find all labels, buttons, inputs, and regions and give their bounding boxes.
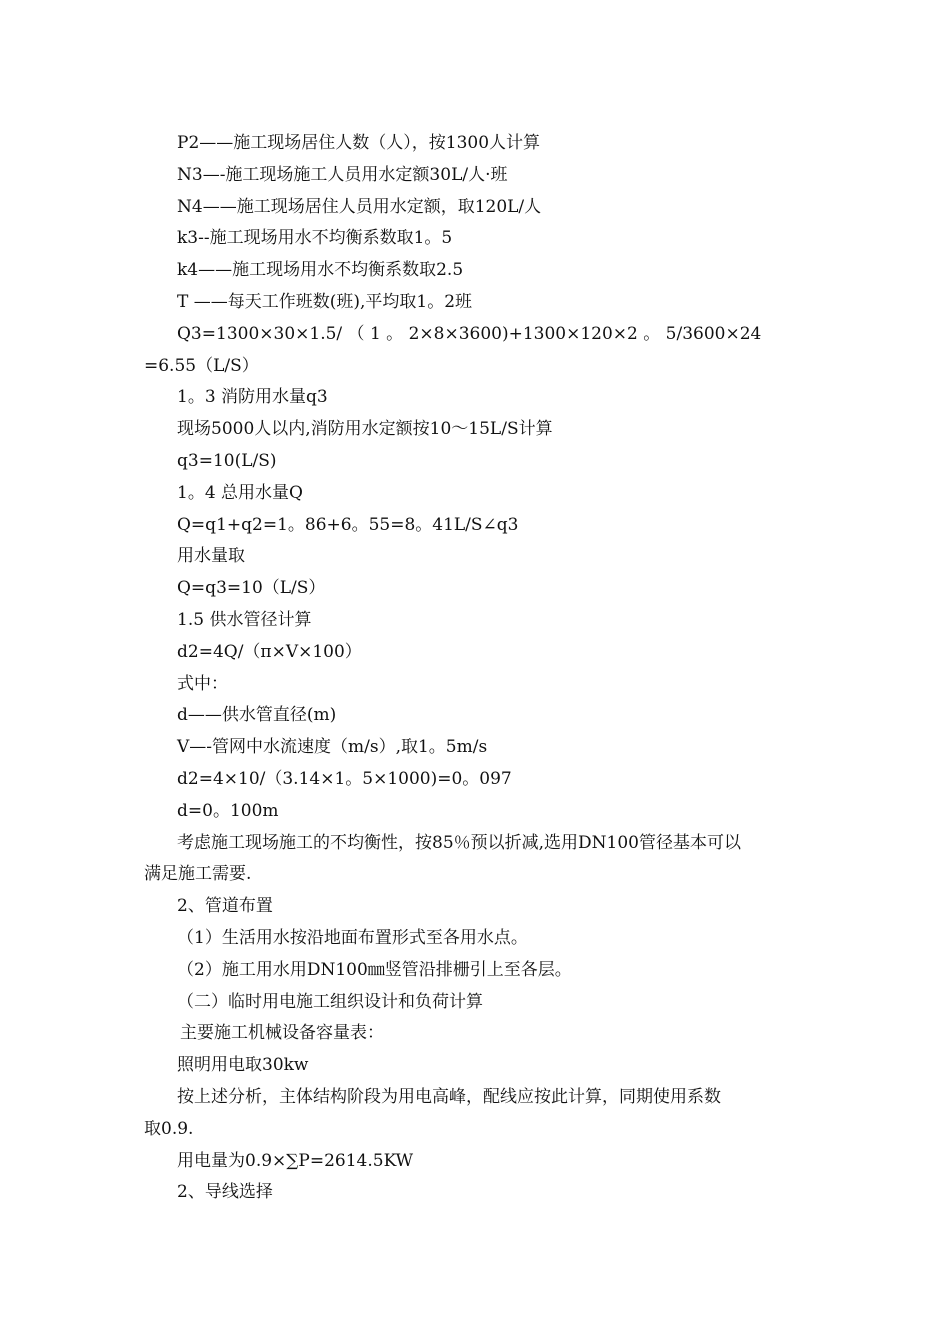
text-line: 现场5000人以内,消防用水定额按10～15L/S计算 [177, 419, 553, 440]
text-line: Q=q3=10（L/S） [177, 578, 326, 599]
text-line: k4——施工现场用水不均衡系数取2.5 [177, 260, 464, 281]
text-line: N3—-施工现场施工人员用水定额30L/人·班 [177, 164, 508, 185]
text-line: Q=q1+q2=1。86+6。55=8。41L/S∠q3 [177, 514, 519, 535]
text-line: （1）生活用水按沿地面布置形式至各用水点。 [177, 927, 528, 948]
text-line: 2、管道布置 [177, 896, 273, 917]
text-line: （2）施工用水用DN100㎜竖管沿排栅引上至各层。 [177, 959, 572, 980]
text-line: 照明用电取30kw [177, 1055, 309, 1076]
text-line: =6.55（L/S） [144, 355, 259, 376]
text-line: 2、导线选择 [177, 1182, 273, 1203]
text-line: 考虑施工现场施工的不均衡性，按85％预以折减,选用DN100管径基本可以 [177, 832, 741, 853]
text-line: 1.5 供水管径计算 [177, 609, 312, 630]
text-line: 满足施工需要. [144, 864, 252, 885]
text-line: （二）临时用电施工组织设计和负荷计算 [177, 991, 483, 1012]
text-line: 式中： [177, 673, 228, 694]
text-line: Q3=1300×30×1.5/ （ 1 。 2×8×3600)+1300×120×2 。 5/3600×24 [177, 323, 762, 344]
text-line: 按上述分析，主体结构阶段为用电高峰，配线应按此计算，同期使用系数 [177, 1086, 721, 1107]
document-body [144, 128, 808, 1209]
text-line: 取0.9. [144, 1118, 194, 1139]
text-line: 主要施工机械设备容量表： [180, 1023, 384, 1044]
text-line: d=0。100m [177, 800, 279, 821]
text-line: N4——施工现场居住人员用水定额，取120L/人 [177, 196, 542, 217]
text-line: 1。3 消防用水量q3 [177, 387, 328, 408]
text-line: 1。4 总用水量Q [177, 482, 303, 503]
text-line: 用水量取 [177, 546, 245, 567]
text-line: d——供水管直径(m) [177, 705, 337, 726]
text-line: V—-管网中水流速度（m/s）,取1。5m/s [177, 737, 488, 758]
text-line: q3=10(L/S) [177, 450, 277, 471]
text-line: k3--施工现场用水不均衡系数取1。5 [177, 228, 453, 249]
text-line: d2=4×10/（3.14×1。5×1000)=0。097 [177, 768, 512, 789]
text-line: T ——每天工作班数(班),平均取1。2班 [177, 291, 473, 312]
text-line: 用电量为0.9×∑P=2614.5KW [177, 1150, 414, 1171]
text-line: d2=4Q/（π×V×100） [177, 641, 362, 662]
text-line: P2——施工现场居住人数（人），按1300人计算 [177, 133, 541, 153]
